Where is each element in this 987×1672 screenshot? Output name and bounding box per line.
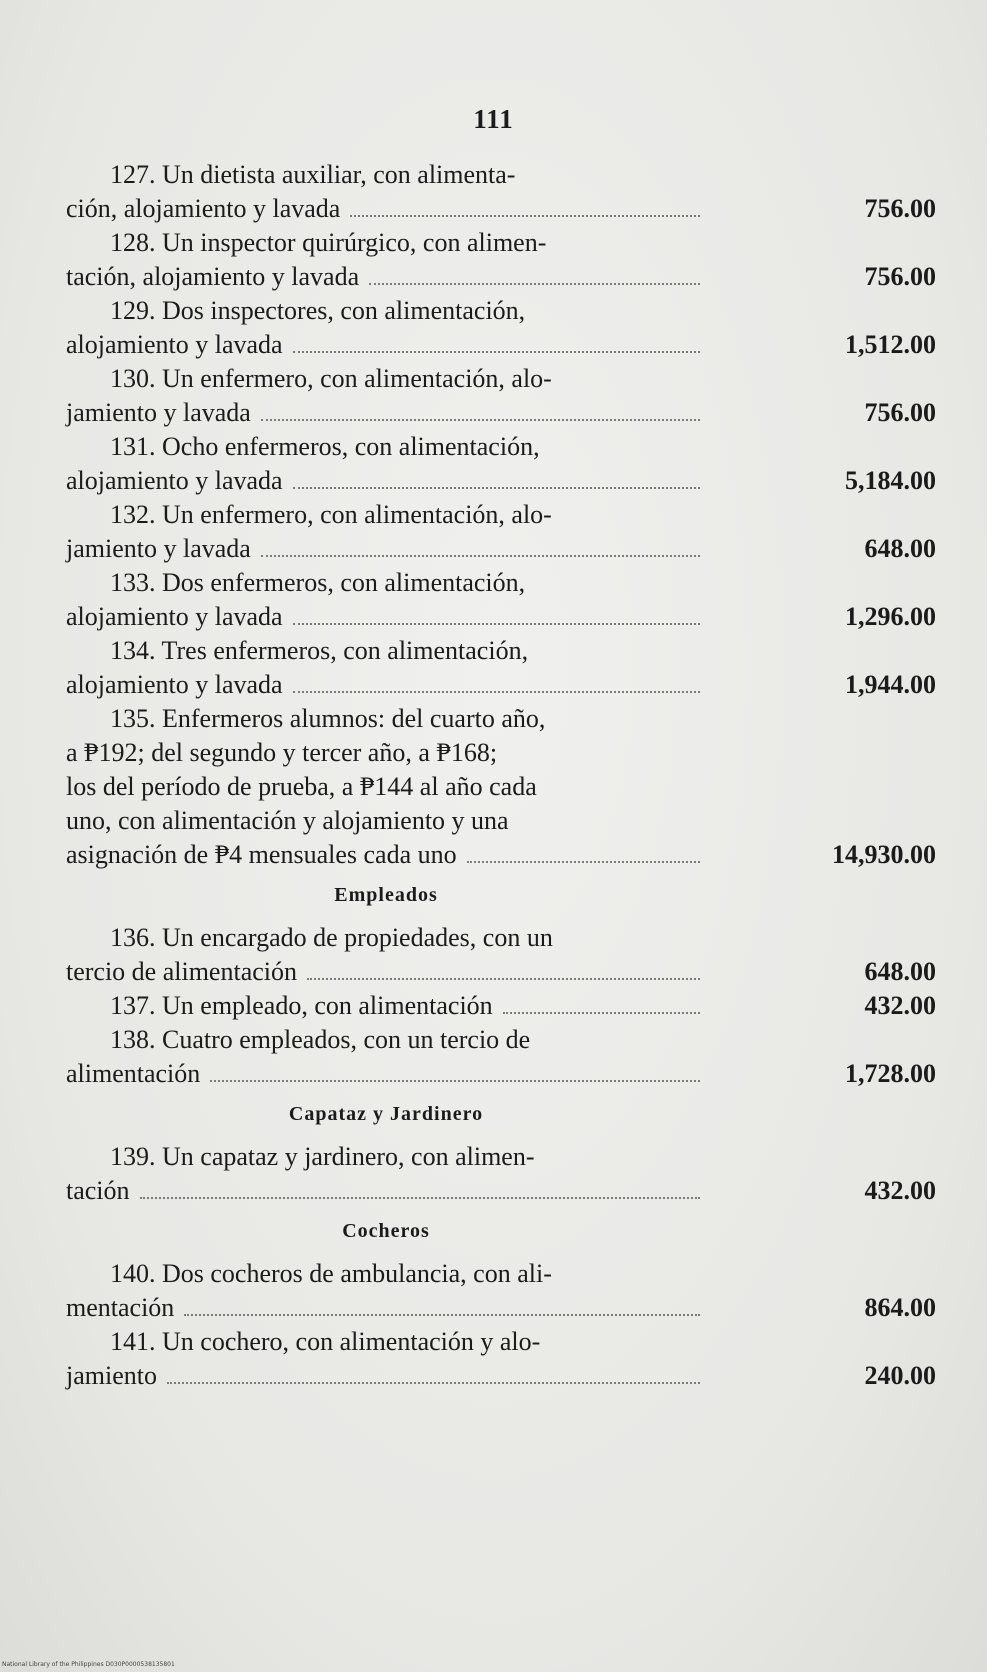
dot-leader (184, 1313, 700, 1316)
dot-leader (467, 860, 700, 863)
entry-line: asignación de ₱4 mensuales cada uno (66, 840, 457, 869)
list-item (66, 226, 936, 294)
entry-amount: 1,728.00 (845, 1059, 936, 1088)
list-item (66, 1325, 936, 1393)
entry-line: 131. Ocho enfermeros, con alimentación, (110, 432, 540, 461)
entries-list (66, 158, 936, 1393)
entry-line: 140. Dos cocheros de ambulancia, con ali- (110, 1259, 552, 1288)
entry-line: alojamiento y lavada (66, 466, 283, 495)
list-item (66, 921, 936, 989)
list-item (66, 1140, 936, 1208)
dot-leader (350, 214, 700, 217)
section-heading: Empleados (334, 884, 438, 906)
entry-amount: 864.00 (864, 1293, 936, 1322)
footer-credit: National Library of the Philippines D030P0000538135801 (2, 1661, 175, 1668)
entry-line: 130. Un enfermero, con alimentación, alo- (110, 364, 552, 393)
dot-leader (293, 350, 700, 353)
list-item (66, 498, 936, 566)
entry-line: alojamiento y lavada (66, 602, 283, 631)
entry-line: 128. Un inspector quirúrgico, con alimen- (110, 228, 547, 257)
entry-amount: 648.00 (864, 957, 936, 986)
entry-amount: 432.00 (864, 991, 936, 1020)
entry-line: 133. Dos enfermeros, con alimentación, (110, 568, 526, 597)
dot-leader (167, 1381, 700, 1384)
entry-line: jamiento y lavada (66, 534, 251, 563)
section-heading: Cocheros (342, 1220, 430, 1242)
entry-amount: 756.00 (864, 398, 936, 427)
entry-line: 135. Enfermeros alumnos: del cuarto año, (110, 704, 546, 733)
dot-leader (503, 1011, 700, 1014)
entry-amount: 432.00 (864, 1176, 936, 1205)
entry-line: los del período de prueba, a ₱144 al año cada (66, 772, 537, 801)
dot-leader (140, 1196, 700, 1199)
dot-leader (293, 690, 700, 693)
dot-leader (293, 622, 700, 625)
entry-line: jamiento (66, 1361, 157, 1390)
entry-line: 127. Un dietista auxiliar, con alimenta- (110, 160, 516, 189)
dot-leader (261, 418, 700, 421)
entry-line: 132. Un enfermero, con alimentación, alo- (110, 500, 552, 529)
entry-amount: 1,944.00 (845, 670, 936, 699)
entry-line: alojamiento y lavada (66, 330, 283, 359)
entry-line: 138. Cuatro empleados, con un tercio de (110, 1025, 531, 1054)
page-number: 111 (473, 104, 514, 134)
list-item (66, 634, 936, 702)
entry-amount: 240.00 (864, 1361, 936, 1390)
entry-line: a ₱192; del segundo y tercer año, a ₱168; (66, 738, 498, 767)
entry-line: mentación (66, 1293, 175, 1322)
dot-leader (293, 486, 700, 489)
list-item (66, 566, 936, 634)
entry-line: jamiento y lavada (66, 398, 251, 427)
entry-amount: 756.00 (864, 262, 936, 291)
dot-leader (210, 1079, 700, 1082)
dot-leader (307, 977, 700, 980)
entry-amount: 5,184.00 (845, 466, 936, 495)
entry-line: 129. Dos inspectores, con alimentación, (110, 296, 526, 325)
entry-amount: 1,512.00 (845, 330, 936, 359)
entry-line: tación (66, 1176, 130, 1205)
list-item (66, 1023, 936, 1091)
entry-line: ción, alojamiento y lavada (66, 194, 341, 223)
list-item (66, 362, 936, 430)
list-item (66, 1257, 936, 1325)
entry-line: 141. Un cochero, con alimentación y alo- (110, 1327, 541, 1356)
list-item (66, 158, 936, 226)
list-item (66, 430, 936, 498)
entry-line: alimentación (66, 1059, 201, 1088)
entry-amount: 14,930.00 (832, 840, 936, 869)
list-item (66, 989, 936, 1023)
entry-line: 137. Un empleado, con alimentación (110, 991, 493, 1020)
entry-line: tercio de alimentación (66, 957, 298, 986)
entry-amount: 648.00 (864, 534, 936, 563)
entry-line: alojamiento y lavada (66, 670, 283, 699)
dot-leader (369, 282, 700, 285)
entry-line: 139. Un capataz y jardinero, con alimen- (110, 1142, 535, 1171)
entry-line: uno, con alimentación y alojamiento y una (66, 806, 509, 835)
entry-line: tación, alojamiento y lavada (66, 262, 360, 291)
entry-amount: 1,296.00 (845, 602, 936, 631)
entry-amount: 756.00 (864, 194, 936, 223)
entry-line: 136. Un encargado de propiedades, con un (110, 923, 553, 952)
entry-line: 134. Tres enfermeros, con alimentación, (110, 636, 529, 665)
section-heading: Capataz y Jardinero (288, 1103, 484, 1125)
list-item (66, 294, 936, 362)
list-item (66, 702, 936, 872)
dot-leader (261, 554, 700, 557)
